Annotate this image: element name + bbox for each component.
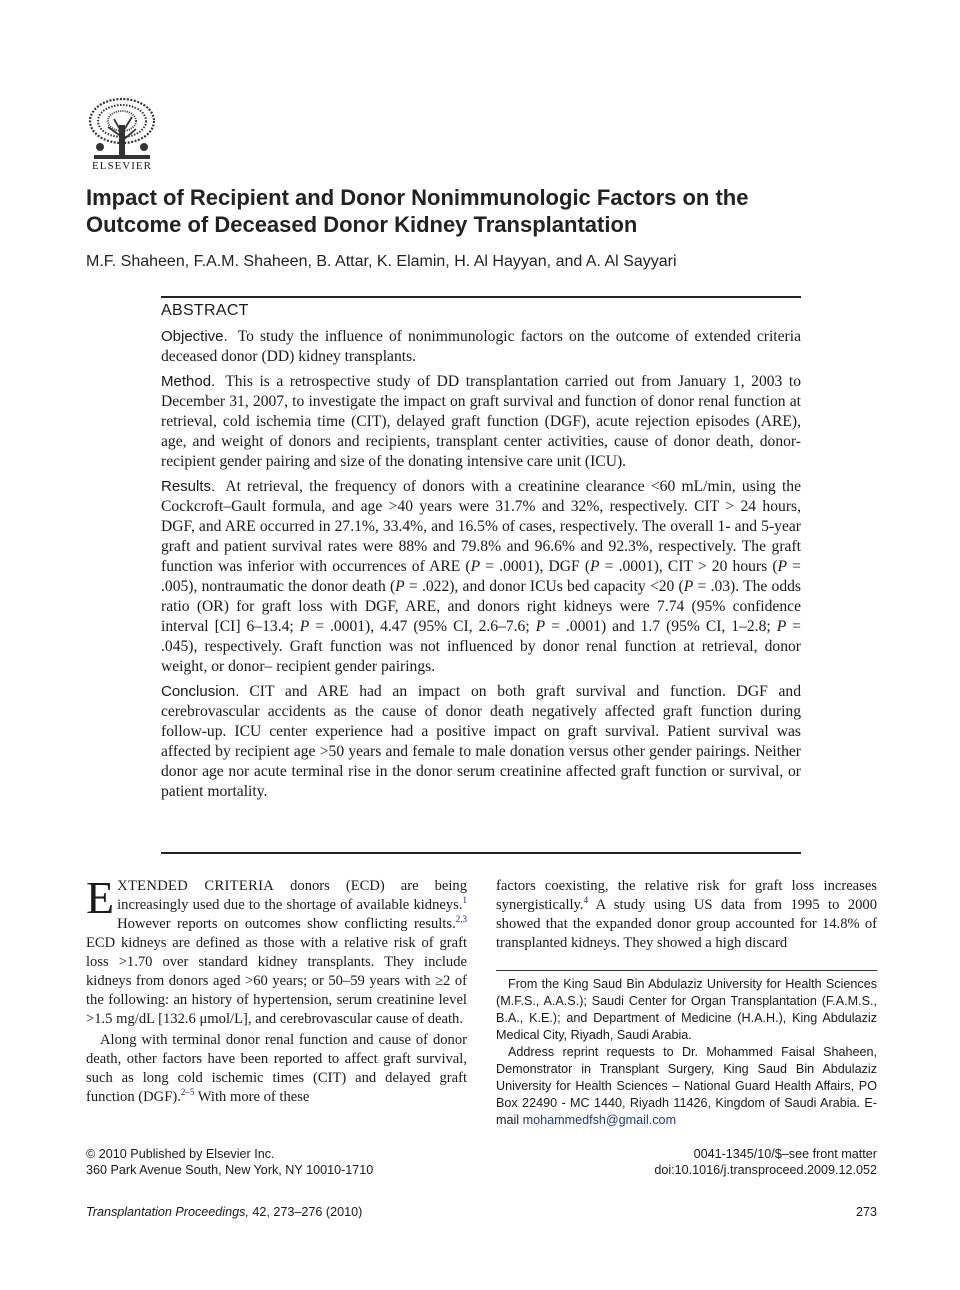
abstract-bottom-rule [161, 852, 801, 854]
results-label: Results. [161, 478, 216, 495]
journal-name: Transplantation Proceedings, [86, 1205, 249, 1219]
objective-label: Objective. [161, 328, 228, 345]
publisher-address: 360 Park Avenue South, New York, NY 10010-1710 [86, 1163, 374, 1177]
results-text-8: = .0001) and 1.7 (95% CI, 1–2.8; [545, 618, 777, 635]
footnote-rule [496, 970, 877, 971]
body-text: However reports on outcomes show conflicting results. [117, 916, 456, 932]
reference-link[interactable]: 2–5 [180, 1087, 195, 1098]
publisher-logo-text: ELSEVIER [92, 160, 152, 172]
results-text-6: = .03). The odds ratio (OR) for graft loss with DGF, ARE, and donors right kidneys were 7.74 (95% confidence interval [CI] 6–13.4; [161, 578, 801, 635]
reference-link[interactable]: 2,3 [455, 914, 467, 925]
abstract-heading: ABSTRACT [161, 302, 249, 319]
affiliation-note: From the King Saud Bin Abdulaziz University for Health Sciences (M.F.S., A.A.S.); Saudi Center for Organ Transplantation (F.A.M.S., B.A., K.E.); and Department of Medicine (H.A.H.), King Abdulaziz Medical City, Riyadh, Saudi Arabia. [496, 977, 877, 1042]
results-text-9: = .045), respectively. Graft function was not influenced by donor renal function at retrieval, donor weight, or donor– recipient gender pairings. [161, 618, 801, 675]
results-text-1: At retrieval, the frequency of donors with a creatinine clearance <60 mL/min, using the Cockcroft–Gault formula, and age >40 years were 31.7% and 32%, respectively. CIT > 24 hours, DGF, and ARE occurred in 27.1%, 33.4%, and 16.5% of cases, respectively. The overall 1- and 5-year graft and patient survival rates were 88% and 79.8% and 96.6% and 92.3%, respectively. The graft function was inferior with occurrences of ARE ( [161, 478, 801, 575]
issn-line: 0041-1345/10/$–see front matter [693, 1147, 877, 1161]
results-text-5: = .022), and donor ICUs bed capacity <20 ( [404, 578, 684, 595]
abstract-conclusion [161, 682, 801, 802]
reprint-text: Address reprint requests to Dr. Mohammed Faisal Shaheen, Demonstrator in Transplant Surgery, King Saud Bin Abdulaziz University for Health Sciences – National Guard Health Affairs, PO Box 22490 - MC 1440, Riyadh 11426, Kingdom of Saudi Arabia. E-mail [496, 1045, 877, 1127]
body-column-right [496, 877, 877, 953]
lead-in-caps: XTENDED CRITERIA [117, 878, 275, 894]
page-number: 273 [855, 1205, 877, 1219]
body-column-left [86, 872, 467, 1107]
p-symbol: P [777, 558, 788, 575]
abstract-objective [161, 327, 801, 367]
author-list: M.F. Shaheen, F.A.M. Shaheen, B. Attar, K. Elamin, H. Al Hayyan, and A. Al Sayyari [86, 253, 677, 270]
email-link[interactable]: mohammedfsh@gmail.com [522, 1113, 677, 1127]
article-title: Impact of Recipient and Donor Nonimmunologic Factors on the Outcome of Deceased Donor Kidney Transplantation [86, 185, 749, 237]
reference-link[interactable]: 1 [462, 895, 467, 906]
method-text: This is a retrospective study of DD transplantation carried out from January 1, 2003 to December 31, 2007, to investigate the impact on graft survival and function of donor renal function at retrieval, cold ischemia time (CIT), delayed graft function (DGF), acute rejection episodes (ARE), age, and weight of donors and recipients, transplant center activities, cause of donor death, donor-recipient gender pairing and size of the donating intensive care unit (ICU). [161, 373, 801, 470]
article-identifiers [560, 1146, 877, 1178]
conclusion-text: CIT and ARE had an impact on both graft survival and function. DGF and cerebrovascular accidents as the cause of donor death negatively affected graft function during follow-up. ICU center experience had a positive impact on graft survival. Patient survival was affected by recipient age >50 years and female to male donation versus other gender pairings. Neither donor age nor acute terminal rise in the donor serum creatinine affected graft function or survival, or patient mortality. [161, 683, 801, 800]
objective-text: To study the influence of nonimmunologic factors on the outcome of extended criteria deceased donor (DD) kidney transplants. [161, 328, 801, 365]
body-paragraph-2 [86, 1031, 467, 1107]
results-text-3: = .0001), CIT > 20 hours ( [599, 558, 778, 575]
body-text: ECD kidneys are defined as those with a relative risk of graft loss >1.70 over standard kidney transplants. They include kidneys from donors aged >60 years; or 50–59 years with ≥2 of the following: an history of hypertension, serum creatinine level >1.5 mg/dL [132.6 μmol/L], and cerebrovascular cause of death. [86, 935, 467, 1027]
footnotes [496, 976, 877, 1129]
doi-line: doi:10.1016/j.transproceed.2009.12.052 [654, 1163, 877, 1177]
body-text: With more of these [194, 1089, 310, 1105]
p-symbol: P [395, 578, 405, 595]
body-paragraph-3 [496, 877, 877, 953]
body-text: factors coexisting, the relative risk for graft loss increases synergistically. [496, 878, 877, 913]
method-label: Method. [161, 373, 216, 390]
copyright-line: © 2010 Published by Elsevier Inc. [86, 1147, 275, 1161]
body-text: donors (ECD) are being increasingly used due to the shortage of available kidneys. [117, 878, 467, 913]
abstract-results [161, 477, 801, 677]
body-text: A study using US data from 1995 to 2000 showed that the expanded donor group accounted for 14.8% of transplanted kidneys. They showed a high discard [496, 897, 877, 951]
conclusion-label: Conclusion. [161, 683, 240, 700]
results-text-4: = .005), nontraumatic the donor death ( [161, 558, 801, 595]
p-symbol: P [299, 618, 310, 635]
reprint-note [496, 1044, 877, 1129]
results-text-7: = .0001), 4.47 (95% CI, 2.6–7.6; [309, 618, 536, 635]
p-symbol: P [776, 618, 787, 635]
journal-volume: 42, 273–276 (2010) [248, 1205, 363, 1219]
body-paragraph-1 [86, 872, 467, 1029]
results-text-2: = .0001), DGF ( [480, 558, 591, 575]
drop-cap: E [86, 872, 115, 923]
abstract-body [161, 327, 801, 807]
publisher-info [86, 1146, 373, 1178]
body-text: Along with terminal donor renal function and cause of donor death, other factors have been reported to affect graft survival, such as long cold ischemic times (CIT) and delayed graft function (DGF). [86, 1032, 467, 1105]
abstract-method [161, 372, 801, 472]
reference-link[interactable]: 4 [583, 895, 589, 906]
journal-citation [86, 1205, 362, 1219]
p-symbol: P [470, 558, 481, 575]
p-symbol: P [683, 578, 694, 595]
abstract-top-rule [161, 296, 801, 298]
p-symbol: P [535, 618, 546, 635]
p-symbol: P [590, 558, 600, 575]
